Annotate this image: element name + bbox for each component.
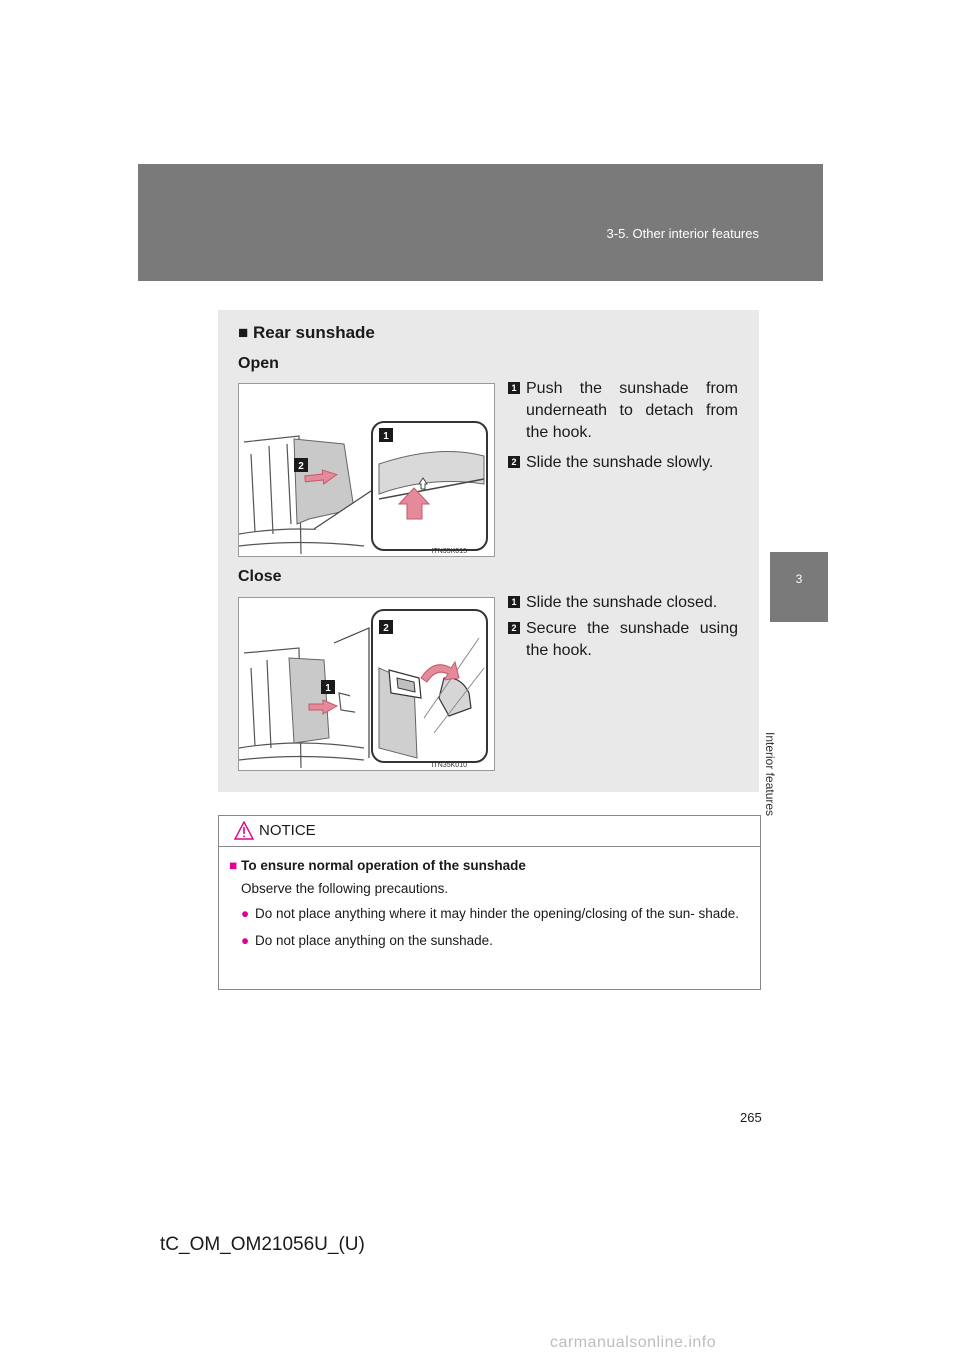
close-step-1-marker: 1 (508, 596, 520, 608)
open-step-2-marker: 2 (508, 456, 520, 468)
warning-icon (234, 821, 254, 840)
open-step-1-marker: 1 (508, 382, 520, 394)
open-step-1-text: Push the sunshade from underneath to detach from the hook. (526, 380, 738, 441)
chapter-label-text: Interior features (763, 732, 777, 817)
notice-bullet-1-text: Do not place anything where it may hinder the opening/closing of the sun- shade. (255, 906, 740, 921)
chapter-number: 3 (795, 572, 803, 586)
notice-body (229, 858, 748, 958)
chapter-label (763, 630, 789, 817)
square-bullet-icon: ■ (229, 858, 238, 873)
close-step-1 (508, 592, 738, 614)
section-title: 3-5. Other interior features (606, 226, 759, 241)
notice-box (218, 815, 761, 990)
open-illustration-drawing (239, 384, 494, 556)
open-illustration (238, 383, 495, 557)
open-heading: Open (238, 355, 279, 372)
svg-text:2: 2 (383, 623, 389, 634)
notice-bullet-1 (241, 904, 748, 923)
close-illustration (238, 597, 495, 771)
header-bar (138, 164, 823, 281)
open-step-1 (508, 378, 738, 444)
notice-heading-text: To ensure normal operation of the sunshade (241, 858, 526, 873)
close-step-1-text: Slide the sunshade closed. (526, 594, 718, 611)
panel-heading: ■ Rear sunshade (238, 323, 375, 342)
svg-text:1: 1 (383, 431, 389, 442)
circle-bullet-icon: ● (241, 906, 250, 921)
rear-sunshade-panel (218, 310, 759, 792)
chapter-tab[interactable] (770, 552, 828, 622)
watermark[interactable]: carmanualsonline.info (550, 1334, 717, 1351)
notice-bullet-2-text: Do not place anything on the sunshade. (255, 933, 493, 948)
open-image-code: ITN35K015 (431, 548, 467, 555)
close-step-2 (508, 618, 738, 662)
svg-text:2: 2 (298, 461, 304, 472)
notice-header (219, 816, 760, 847)
close-heading: Close (238, 568, 282, 585)
circle-bullet-icon: ● (241, 933, 250, 948)
document-code: tC_OM_OM21056U_(U) (160, 1234, 365, 1255)
svg-text:1: 1 (325, 683, 331, 694)
notice-intro: Observe the following precautions. (241, 881, 449, 896)
notice-heading (229, 858, 748, 873)
close-image-code: ITN35K010 (431, 762, 467, 769)
page-number: 265 (740, 1110, 762, 1125)
close-illustration-drawing (239, 598, 494, 770)
open-step-2-text: Slide the sunshade slowly. (526, 454, 714, 471)
notice-title: NOTICE (259, 822, 316, 839)
open-step-2 (508, 452, 738, 474)
close-step-2-marker: 2 (508, 622, 520, 634)
close-step-2-text: Secure the sunshade using the hook. (526, 620, 738, 659)
notice-bullet-2 (241, 931, 748, 950)
